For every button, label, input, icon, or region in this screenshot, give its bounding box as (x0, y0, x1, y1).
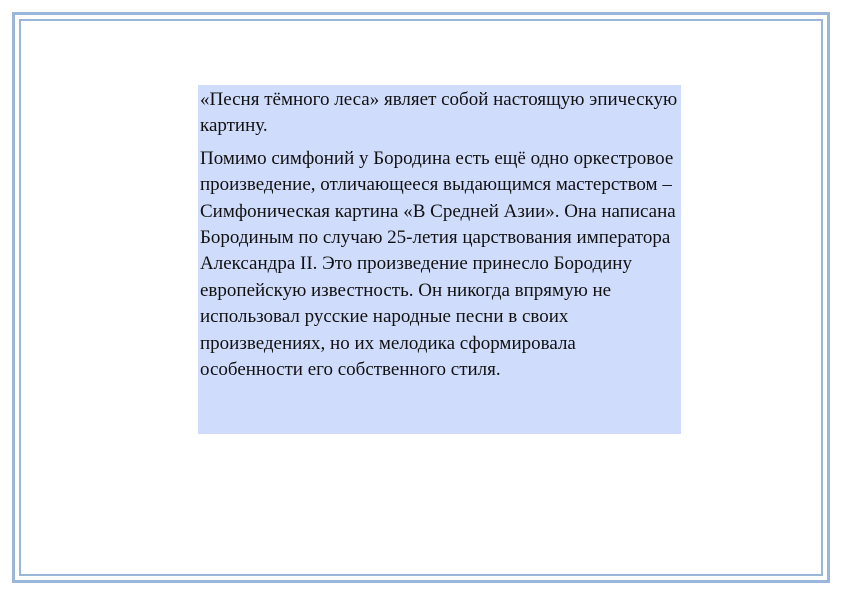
paragraph-intro: «Песня тёмного леса» являет собой настоящую эпическую картину. (200, 89, 678, 137)
paragraph-main: Помимо симфоний у Бородина есть ещё одно оркестровое произведение, отличающееся выдающимся мастерством – Симфоническая картина «В Средней Азии». Она написана Бородиным по случаю 25-летия царствования императора Александра II. Это произведение принесло Бородину европейскую известность. Он никогда впрямую не использовал русские народные песни в своих произведениях, но их мелодика сформировала особенности его собственного стиля. (200, 147, 676, 381)
text-box (198, 85, 681, 434)
